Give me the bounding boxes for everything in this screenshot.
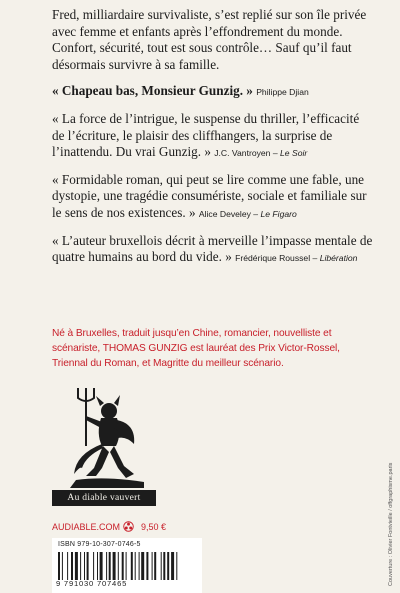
devil-logo-icon [56,384,156,494]
price: 9,50 € [141,522,167,532]
site-price-row [52,520,202,534]
quote-1-text: « Chapeau bas, Monsieur Gunzig. » [52,83,253,99]
quote-3-source: Le Figaro [260,208,297,219]
quote-4-text: « L’auteur bruxellois décrit à merveille l’impasse mentale de quatre humains au bord du vide. » [52,232,373,265]
quote-2-source: Le Soir [280,148,308,159]
website: AUDIABLE.COM [52,522,121,532]
isbn: ISBN 979-10-307-0746-5 [58,541,141,548]
publisher-name: Au diable vauvert [52,490,156,506]
barcode-panel [52,538,202,593]
quote-3-author: Alice Develey – [198,208,259,219]
quote-2-author: J.C. Vantroyen – [214,148,278,159]
cover-credit: Couverture : Olivier Fontvieille / offgraphisme.paris [388,462,394,586]
quote-4-source: Libération [319,253,358,264]
quote-4 [52,233,374,267]
quote-3 [52,172,374,223]
synopsis: Fred, milliardaire survivaliste, s’est replié sur son île privée avec femme et enfants après l’effondrement du monde. Confort, sécurité, tout est sous contrôle… Sauf qu’il faut désormais survivre à sa famille. [52,7,367,72]
quote-1-author: Philippe Djian [256,87,309,98]
barcode [58,552,196,580]
quote-2 [52,111,374,162]
back-cover-text [52,7,374,277]
barcode-digits: 9 791030 707465 [56,579,128,588]
quote-4-author: Frédérique Roussel – [235,253,318,264]
quote-3-text: « Formidable roman, qui peut se lire comme une fable, une dystopie, une tragédie consumériste, sociale et familiale sur le sens de nos existences. » [52,171,367,220]
quote-2-text: « La force de l’intrigue, le suspense du thriller, l’efficacité de l’écriture, le plaisir des cliffhangers, la surprise de l’inattendu. Du vrai Gunzig. » [52,110,360,160]
quote-1 [52,83,374,101]
author-bio: Né à Bruxelles, traduit jusqu’en Chine, romancier, nouvelliste et scénariste, THOMAS GUNZIG est lauréat des Prix Victor-Rossel, Triennal du Roman, et Magritte du meilleur scénario. [52,328,340,369]
biohazard-icon [123,521,134,532]
